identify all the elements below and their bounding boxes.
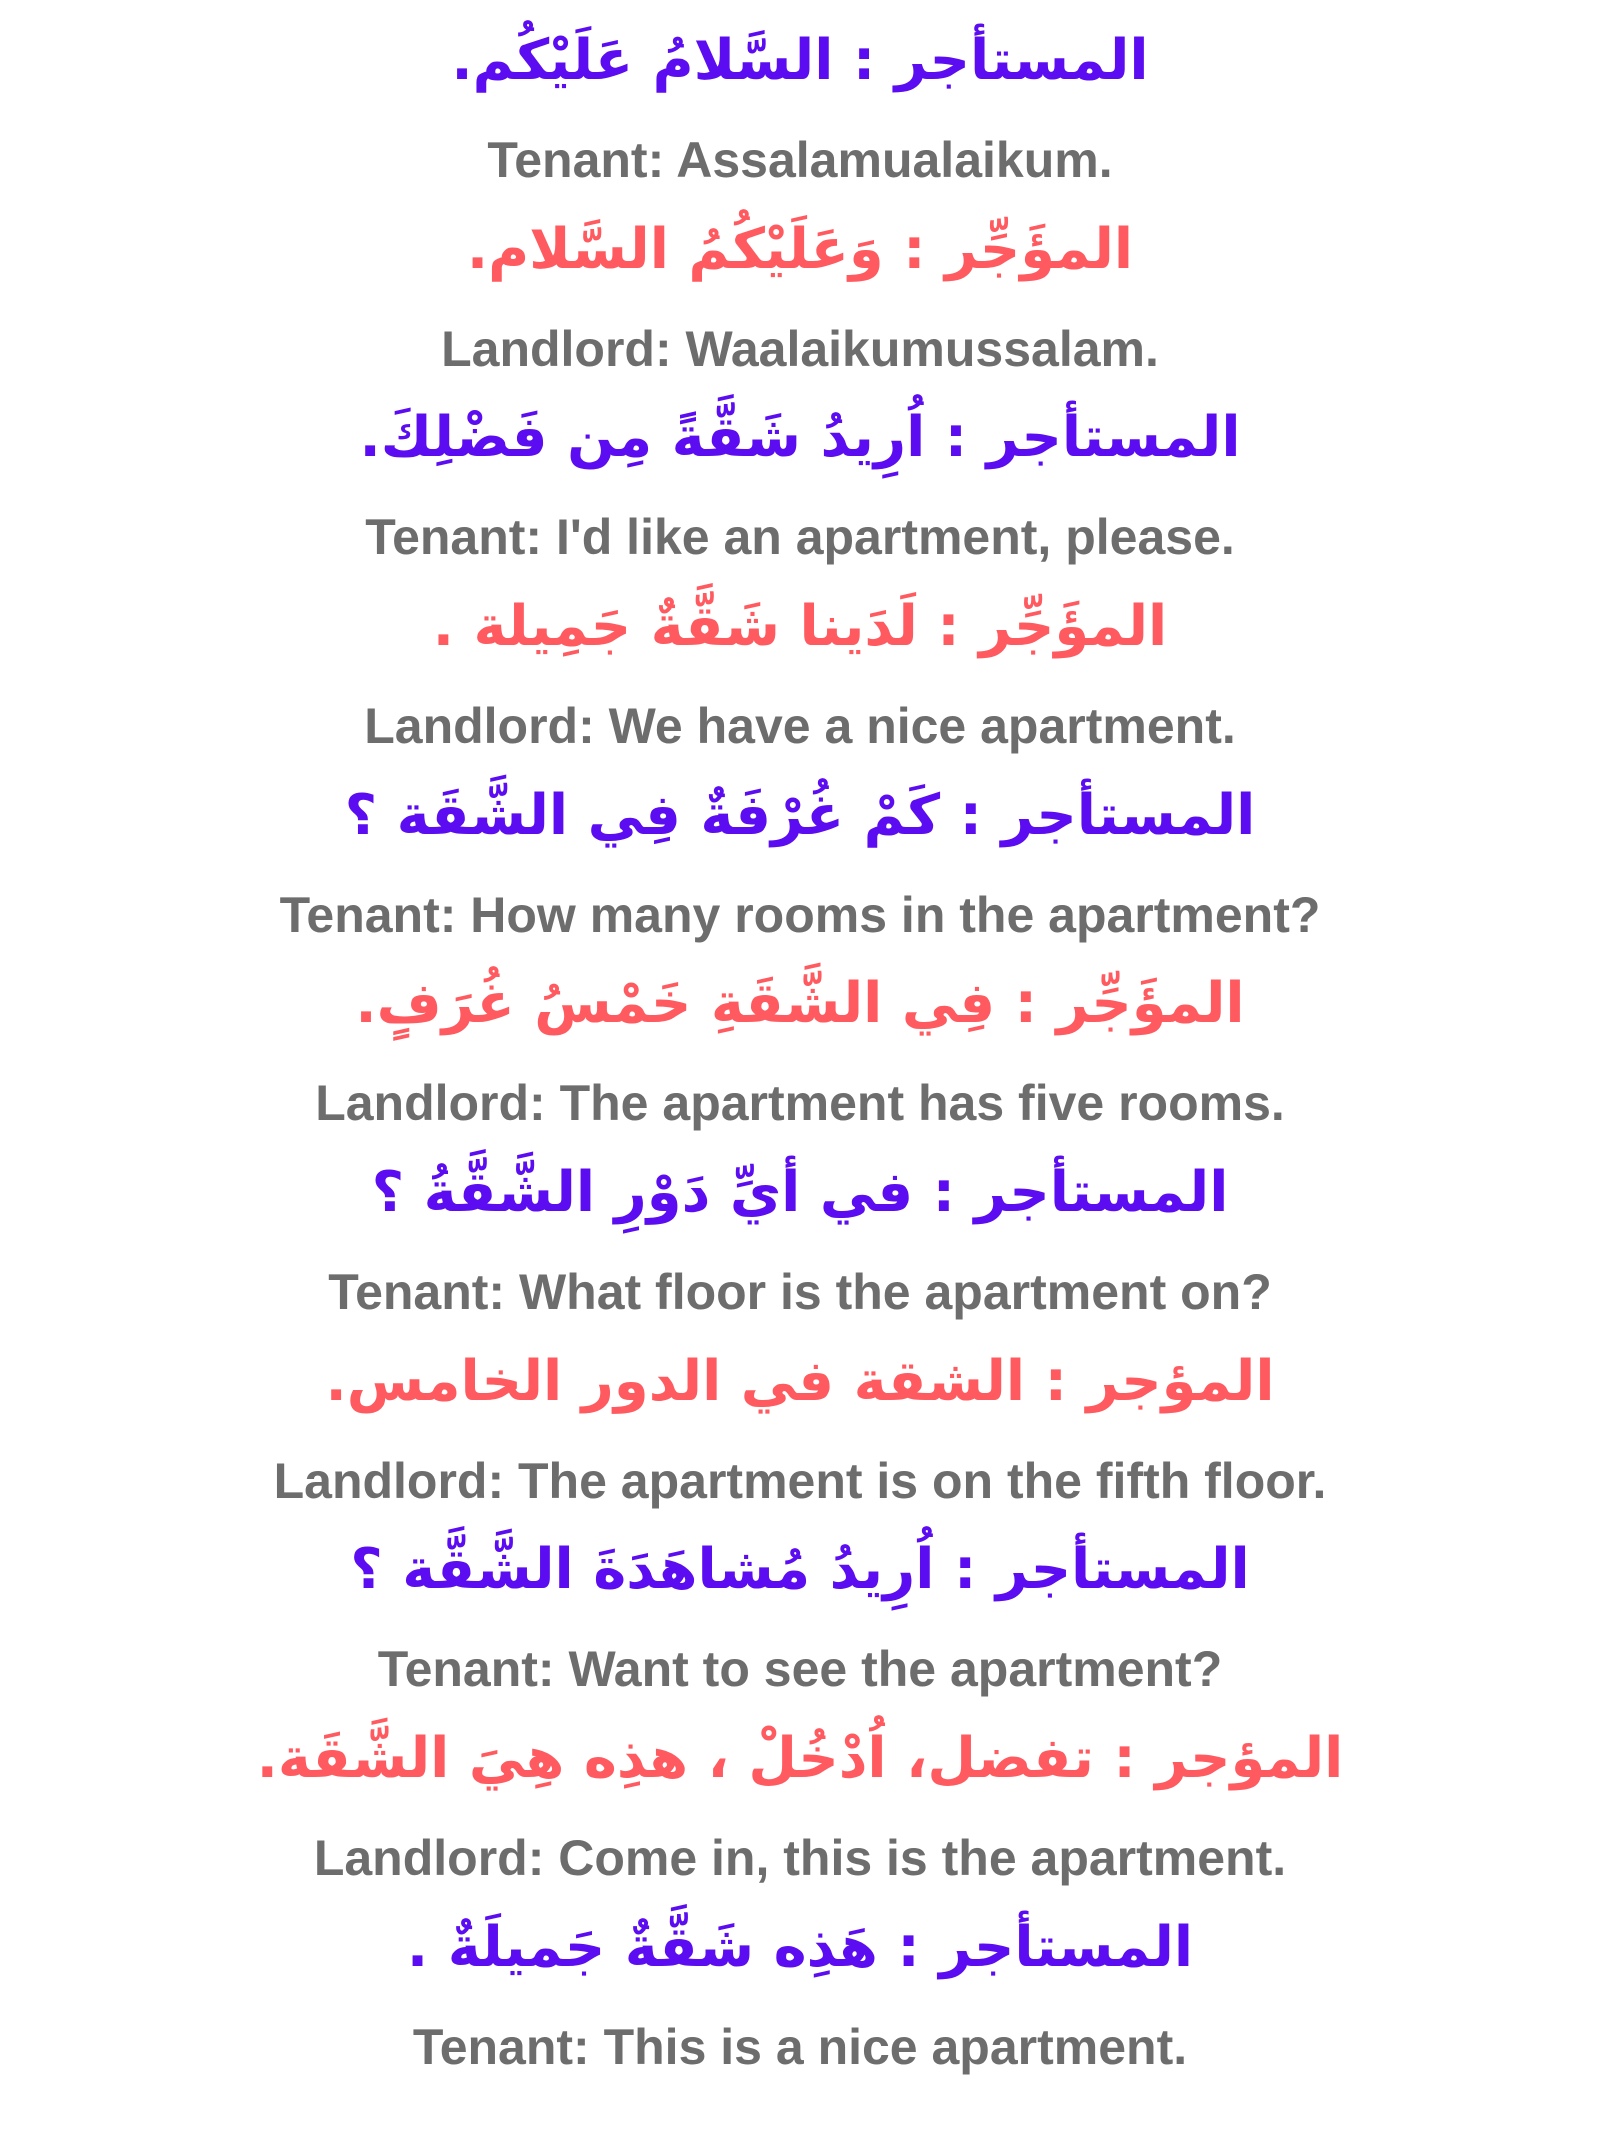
- tenant-english-line: Tenant: What floor is the apartment on?: [328, 1264, 1272, 1320]
- landlord-arabic-line: المؤجر : تفضل، اُدْخُلْ ، هذِه هِيَ الشَّقَة.: [256, 1726, 1344, 1791]
- tenant-english-line: Tenant: How many rooms in the apartment?: [279, 887, 1321, 943]
- tenant-arabic-line: المستأجر : اُرِيدُ مُشاهَدَةَ الشَّقَّة ؟: [350, 1537, 1250, 1602]
- landlord-arabic-line: المؤَجِّر : لَدَينا شَقَّةٌ جَمِيلة .: [432, 594, 1168, 659]
- landlord-arabic-line: المؤَجِّر : وَعَلَيْكُمُ السَّلام.: [466, 217, 1134, 282]
- landlord-english-line: Landlord: The apartment is on the fifth floor.: [273, 1453, 1327, 1509]
- tenant-arabic-line: المستأجر : كَمْ غُرْفَةٌ فِي الشَّقَة ؟: [344, 783, 1256, 848]
- landlord-english-line: Landlord: Come in, this is the apartment.: [313, 1830, 1287, 1886]
- tenant-arabic-line: المستأجر : السَّلامُ عَلَيْكُم.: [451, 28, 1149, 93]
- landlord-english-line: Landlord: Waalaikumussalam.: [441, 321, 1159, 377]
- landlord-english-line: Landlord: The apartment has five rooms.: [315, 1075, 1285, 1131]
- landlord-arabic-line: المؤَجِّر : فِي الشَّقَةِ خَمْسُ غُرَفٍ.: [355, 971, 1245, 1036]
- tenant-arabic-line: المستأجر : هَذِه شَقَّةٌ جَميلَةٌ .: [406, 1915, 1194, 1980]
- tenant-english-line: Tenant: Want to see the apartment?: [377, 1641, 1223, 1697]
- landlord-english-line: Landlord: We have a nice apartment.: [364, 698, 1236, 754]
- tenant-english-line: Tenant: Assalamualaikum.: [487, 132, 1113, 188]
- tenant-arabic-line: المستأجر : في أيِّ دَوْرِ الشَّقَّةُ ؟: [371, 1160, 1229, 1225]
- tenant-english-line: Tenant: This is a nice apartment.: [412, 2019, 1188, 2075]
- tenant-arabic-line: المستأجر : اُرِيدُ شَقَّةً مِن فَضْلِكَ.: [359, 405, 1241, 470]
- landlord-arabic-line: المؤجر : الشقة في الدور الخامس.: [325, 1349, 1275, 1414]
- tenant-english-line: Tenant: I'd like an apartment, please.: [365, 509, 1235, 565]
